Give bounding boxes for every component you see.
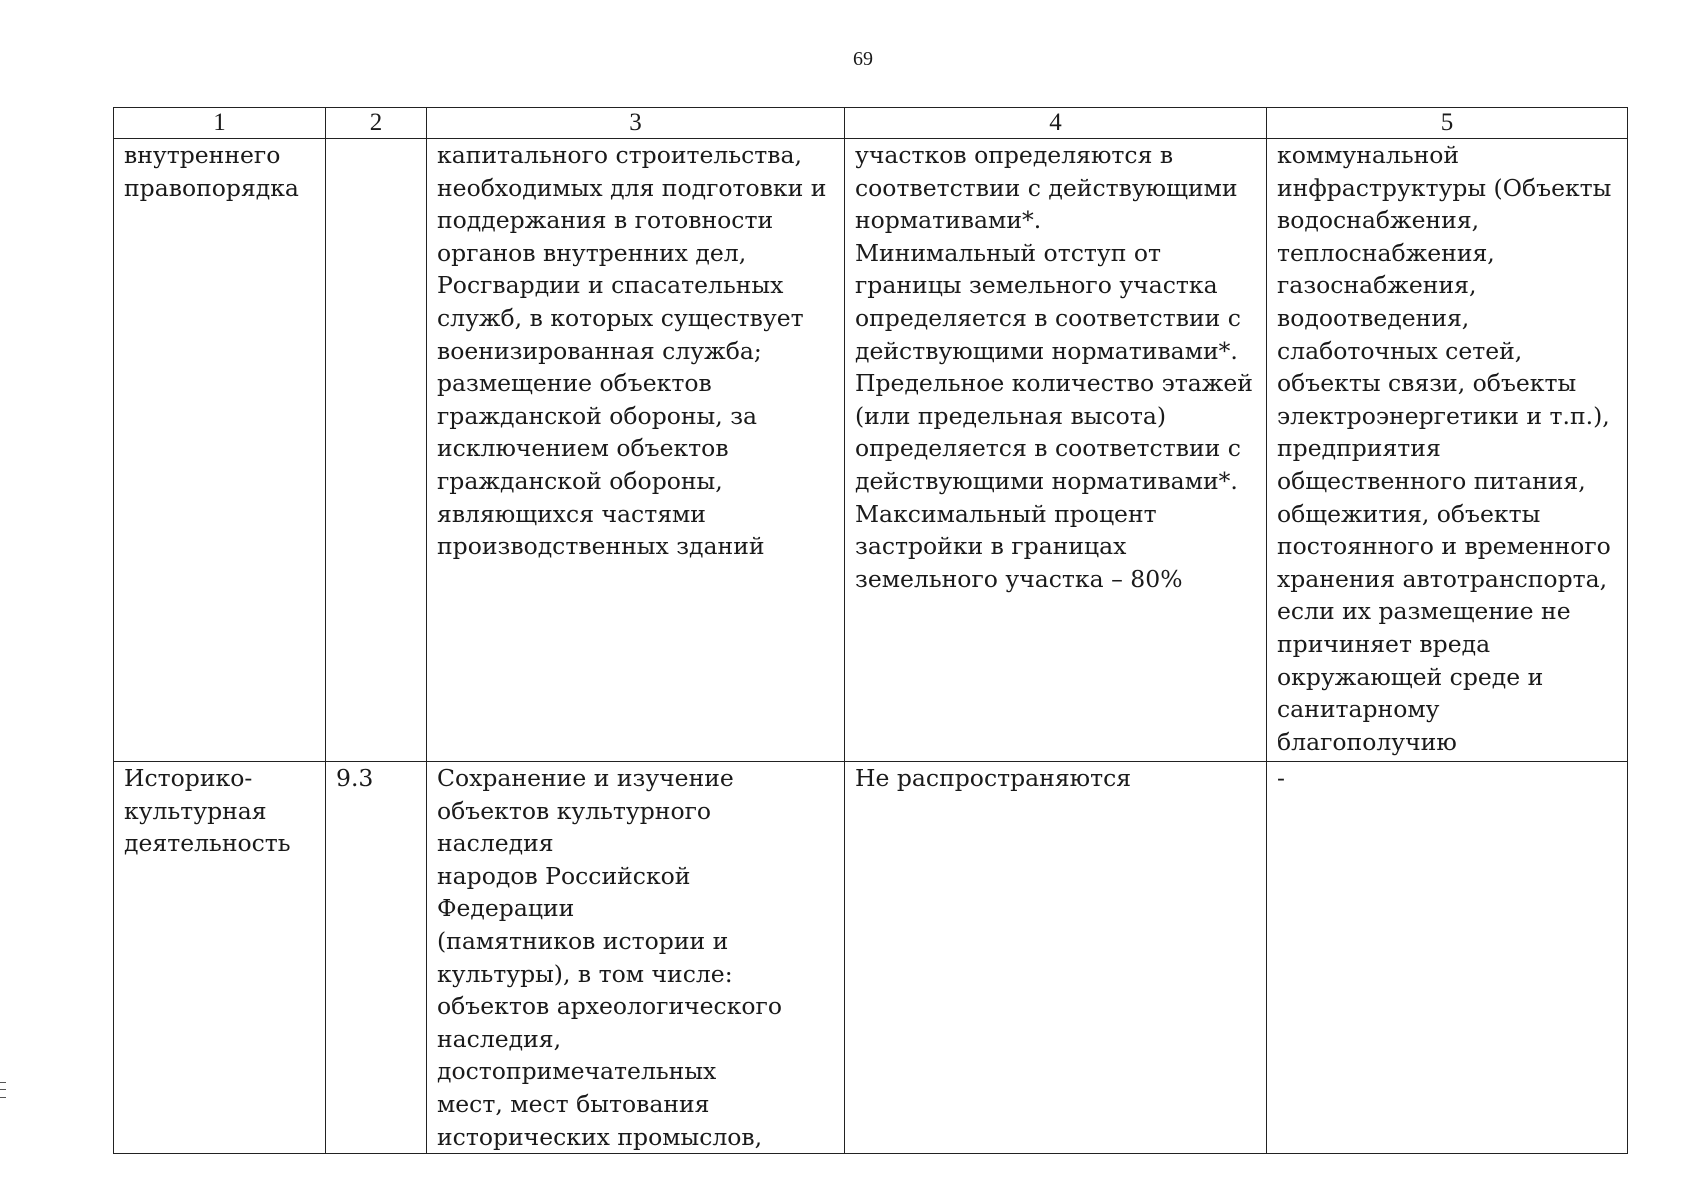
page-number: 69 — [853, 48, 873, 70]
cell-auxiliary-uses — [1267, 762, 1628, 1154]
column-header-3: 3 — [427, 108, 845, 139]
column-header-1: 1 — [114, 108, 326, 139]
table-row — [114, 139, 1628, 762]
cell-text: капитального строительства, необходимых для подготовки и поддержания в готовности органов внутренних дел, Росгвардии и спасательных служб, в которых существует военизированная служба; размещение объектов гражданской обороны, за исключением объектов гражданской обороны, являющихся частями производственных зданий — [437, 141, 827, 561]
cell-auxiliary-uses — [1267, 139, 1628, 762]
cell-land-use-name — [114, 139, 326, 762]
cell-description — [427, 139, 845, 762]
cell-text: 9.3 — [336, 764, 374, 792]
cell-code — [326, 139, 427, 762]
cell-text: - — [1277, 764, 1285, 792]
cell-text: Не распространяются — [855, 764, 1132, 792]
cell-text: внутреннего правопорядка — [124, 141, 299, 202]
scan-edge-mark — [0, 1082, 6, 1098]
cell-text: участков определяются в соответствии с действующими нормативами*. Минимальный отступ от границы земельного участка определяется в соответствии с действующими нормативами*. Предельное количество этажей (или предельная высота) определяется в соответствии с действующими нормативами*. Максимальный процент застройки в границах земельного участка – 80% — [855, 141, 1253, 593]
cell-parameters — [845, 139, 1267, 762]
table-row — [114, 762, 1628, 1154]
column-header-4: 4 — [845, 108, 1267, 139]
cell-text: Историко- культурная деятельность — [124, 764, 291, 858]
cell-text: коммунальной инфраструктуры (Объекты водоснабжения, теплоснабжения, газоснабжения, водоотведения, слаботочных сетей, объекты связи, объекты электроэнергетики и т.п.), предприятия общественного питания, общежития, объекты постоянного и временного хранения автотранспорта, если их размещение не причиняет вреда окружающей среде и санитарному благополучию — [1277, 141, 1612, 756]
table-header-row — [114, 108, 1628, 139]
zoning-regulations-table — [113, 107, 1628, 1154]
cell-text: Сохранение и изучение объектов культурного наследия народов Российской Федерации (памятников истории и культуры), в том числе: объектов археологического наследия, достопримечательных мест, мест бытования исторических промыслов, — [437, 764, 783, 1151]
cell-land-use-name — [114, 762, 326, 1154]
cell-parameters — [845, 762, 1267, 1154]
column-header-2: 2 — [326, 108, 427, 139]
cell-description — [427, 762, 845, 1154]
cell-code — [326, 762, 427, 1154]
column-header-5: 5 — [1267, 108, 1628, 139]
